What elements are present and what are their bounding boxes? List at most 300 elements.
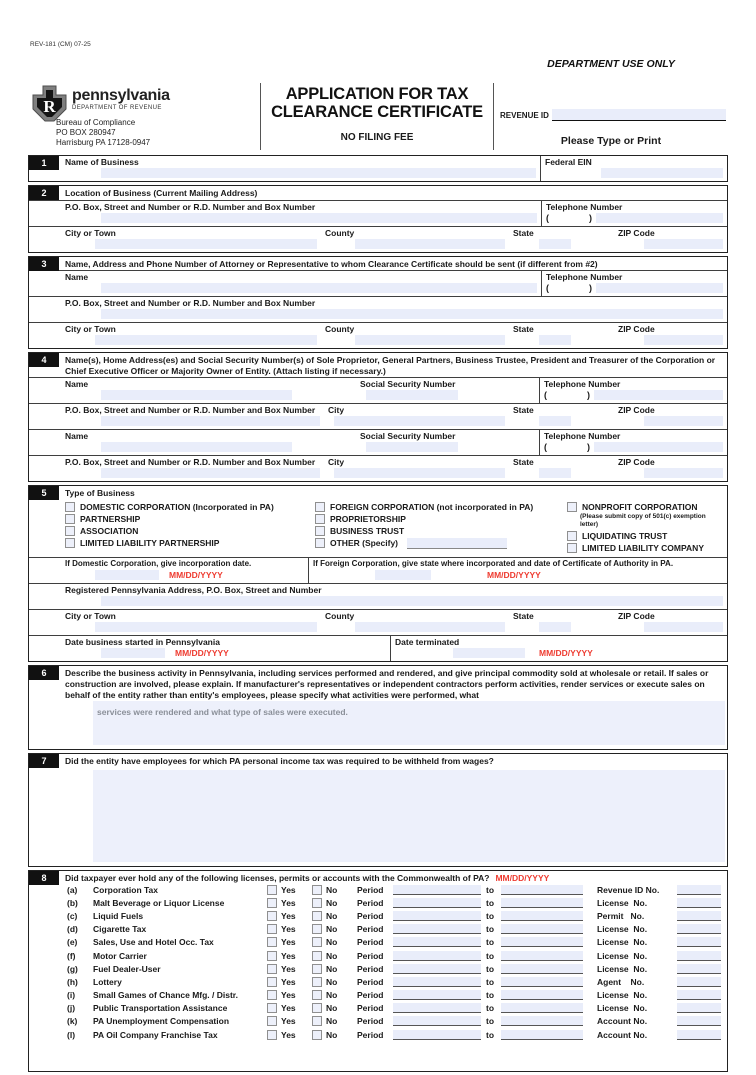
federal-ein-label: Federal EIN — [545, 157, 592, 167]
city-input[interactable] — [95, 622, 317, 632]
item-label: PA Unemployment Compensation — [93, 1016, 230, 1027]
period-from-input[interactable] — [393, 885, 481, 895]
period-from-input[interactable] — [393, 911, 481, 921]
no-label: No — [326, 937, 338, 948]
no-label: No — [326, 924, 338, 935]
ref-number-input[interactable] — [677, 898, 721, 908]
yes-checkbox[interactable] — [267, 885, 277, 895]
yes-label: Yes — [281, 950, 296, 961]
ssn-input[interactable] — [366, 442, 458, 452]
state-input[interactable] — [539, 335, 571, 345]
state-input[interactable] — [539, 239, 571, 249]
federal-ein-input[interactable] — [601, 168, 723, 178]
po-box-input[interactable] — [101, 309, 723, 319]
ssn-input[interactable] — [366, 390, 458, 400]
period-from-input[interactable] — [393, 951, 481, 961]
state-label: State — [513, 227, 534, 238]
ref-label: License No. — [597, 937, 648, 948]
po-box-input[interactable] — [101, 213, 537, 223]
period-to-input[interactable] — [501, 885, 583, 895]
no-checkbox[interactable] — [312, 898, 322, 908]
license-row-j — [67, 1002, 721, 1015]
period-label: Period — [357, 937, 384, 948]
no-checkbox[interactable] — [312, 1030, 322, 1040]
other-specify-input[interactable] — [407, 538, 507, 549]
checkbox-icon[interactable] — [315, 502, 325, 512]
section-8 — [28, 870, 728, 1072]
city-input[interactable] — [334, 468, 505, 478]
form-number: REV-181 (CM) 07-25 — [30, 41, 91, 48]
period-to-input[interactable] — [501, 964, 583, 974]
section-4 — [28, 352, 728, 482]
form-title-line1: APPLICATION FOR TAX — [285, 85, 469, 103]
ref-label: Agent No. — [597, 976, 645, 987]
yes-checkbox[interactable] — [267, 964, 277, 974]
address-line-3: Harrisburg PA 17128-0947 — [56, 138, 151, 147]
date-terminated-input[interactable] — [453, 648, 525, 658]
county-label: County — [325, 610, 355, 621]
to-label: to — [486, 1003, 495, 1014]
yes-checkbox[interactable] — [267, 990, 277, 1000]
option-limited-liability-company[interactable]: LIMITED LIABILITY COMPANY — [567, 543, 727, 553]
po-box-label: P.O. Box, Street and Number or R.D. Number and Box Number — [65, 298, 316, 308]
section-5 — [28, 485, 728, 662]
option-proprietorship[interactable]: PROPRIETORSHIP — [315, 514, 567, 524]
licenses-question: Did taxpayer ever hold any of the following licenses, permits or accounts with the Commonwealth of PA? — [65, 873, 490, 883]
county-label: County — [325, 227, 355, 238]
option-foreign-corporation[interactable]: FOREIGN CORPORATION (not incorporated in PA) — [315, 502, 567, 512]
ssn-label: Social Security Number — [360, 379, 456, 389]
checkbox-icon[interactable] — [315, 526, 325, 536]
ref-label: Account No. — [597, 1029, 648, 1040]
license-row-a — [67, 883, 721, 896]
option-limited-liability-partnership[interactable]: LIMITED LIABILITY PARTNERSHIP — [65, 538, 315, 548]
phone-label: Telephone Number — [544, 379, 621, 389]
period-label: Period — [357, 924, 384, 935]
form-title-line2: CLEARANCE CERTIFICATE — [271, 102, 483, 121]
phone-input[interactable] — [594, 390, 723, 400]
county-input[interactable] — [355, 239, 505, 249]
form-header — [28, 83, 728, 150]
business-activity-input[interactable] — [93, 701, 725, 745]
ref-number-input[interactable] — [677, 1016, 721, 1026]
state-input[interactable] — [539, 468, 571, 478]
form-body — [28, 155, 728, 1075]
no-label: No — [326, 910, 338, 921]
item-letter: (h) — [67, 976, 78, 987]
business-name-input[interactable] — [101, 168, 536, 178]
no-checkbox[interactable] — [312, 1016, 322, 1026]
owner-name-input[interactable] — [101, 442, 292, 452]
city-label: City — [328, 405, 345, 415]
item-letter: (k) — [67, 1016, 78, 1027]
item-label: Cigarette Tax — [93, 924, 147, 935]
option-domestic-corporation[interactable]: DOMESTIC CORPORATION (Incorporated in PA) — [65, 502, 315, 512]
date-started-input[interactable] — [101, 648, 165, 658]
section-7-badge: 7 — [29, 754, 59, 768]
section-1-badge: 1 — [29, 156, 59, 170]
po-box-label: P.O. Box, Street and Number or R.D. Number and Box Number — [65, 201, 316, 212]
license-row-i — [67, 989, 721, 1002]
section-2-badge: 2 — [29, 186, 59, 200]
period-label: Period — [357, 990, 384, 1001]
yes-label: Yes — [281, 1029, 296, 1040]
incorporation-date-input[interactable] — [95, 570, 159, 580]
yes-checkbox[interactable] — [267, 924, 277, 934]
license-row-l — [67, 1028, 721, 1041]
section-3-badge: 3 — [29, 257, 59, 271]
section-5-badge: 5 — [29, 486, 59, 500]
ref-label: License No. — [597, 990, 648, 1001]
employees-question: Did the entity have employees for which PA personal income tax was required to be withheld from wages? — [65, 755, 494, 766]
item-letter: (l) — [67, 1029, 76, 1040]
period-to-input[interactable] — [501, 937, 583, 947]
option-liquidating-trust[interactable]: LIQUIDATING TRUST — [567, 531, 727, 541]
section-7 — [28, 753, 728, 868]
period-label: Period — [357, 897, 384, 908]
item-letter: (b) — [67, 897, 78, 908]
no-checkbox[interactable] — [312, 937, 322, 947]
svg-text:R: R — [43, 97, 56, 116]
yes-label: Yes — [281, 924, 296, 935]
no-checkbox[interactable] — [312, 951, 322, 961]
license-row-b — [67, 896, 721, 909]
item-letter: (g) — [67, 963, 78, 974]
ref-number-input[interactable] — [677, 937, 721, 947]
option-association[interactable]: ASSOCIATION — [65, 526, 315, 536]
zip-input[interactable] — [644, 416, 723, 426]
city-label: City — [328, 457, 345, 467]
date-format-hint: MM/DD/YYYY — [175, 647, 229, 658]
yes-checkbox[interactable] — [267, 951, 277, 961]
period-from-input[interactable] — [393, 990, 481, 1000]
checkbox-icon[interactable] — [65, 526, 75, 536]
county-input[interactable] — [355, 335, 505, 345]
item-letter: (c) — [67, 910, 78, 921]
state-label: State — [513, 610, 534, 621]
county-input[interactable] — [355, 622, 505, 632]
to-label: to — [486, 924, 495, 935]
to-label: to — [486, 1016, 495, 1027]
period-to-input[interactable] — [501, 1016, 583, 1026]
option-partnership[interactable]: PARTNERSHIP — [65, 514, 315, 524]
no-label: No — [326, 990, 338, 1001]
instructions-continued: services were rendered and what type of sales were executed. — [97, 706, 348, 717]
ref-label: Permit No. — [597, 910, 645, 921]
no-checkbox[interactable] — [312, 990, 322, 1000]
to-label: to — [486, 884, 495, 895]
item-label: Small Games of Chance Mfg. / Distr. — [93, 990, 239, 1001]
ref-number-input[interactable] — [677, 885, 721, 895]
period-to-input[interactable] — [501, 977, 583, 987]
item-label: Corporation Tax — [93, 884, 159, 895]
zip-input[interactable] — [644, 239, 723, 249]
no-checkbox[interactable] — [312, 911, 322, 921]
section-8-blank-space — [29, 1041, 727, 1071]
phone-input[interactable] — [596, 283, 723, 293]
period-to-input[interactable] — [501, 1030, 583, 1040]
period-to-input[interactable] — [501, 1003, 583, 1013]
item-label: Liquid Fuels — [93, 910, 144, 921]
period-from-input[interactable] — [393, 964, 481, 974]
date-terminated-label: Date terminated — [395, 636, 460, 647]
department-use-only-label: DEPARTMENT USE ONLY — [547, 58, 675, 70]
no-filing-fee-label: NO FILING FEE — [340, 131, 414, 143]
to-label: to — [486, 976, 495, 987]
business-name-label: Name of Business — [65, 157, 139, 167]
checkbox-icon[interactable] — [567, 502, 577, 512]
section-2 — [28, 185, 728, 253]
city-input[interactable] — [95, 239, 317, 249]
department-block — [494, 83, 728, 150]
yes-checkbox[interactable] — [267, 898, 277, 908]
license-row-d — [67, 923, 721, 936]
license-row-h — [67, 975, 721, 988]
phone-label: Telephone Number — [546, 272, 623, 282]
period-from-input[interactable] — [393, 1030, 481, 1040]
license-row-g — [67, 962, 721, 975]
section-3 — [28, 256, 728, 350]
to-label: to — [486, 897, 495, 908]
item-letter: (j) — [67, 1003, 76, 1014]
checkbox-icon[interactable] — [567, 543, 577, 553]
po-box-label: P.O. Box, Street and Number or R.D. Number and Box Number — [65, 405, 316, 415]
item-label: Sales, Use and Hotel Occ. Tax — [93, 937, 214, 948]
city-input[interactable] — [95, 335, 317, 345]
ref-number-input[interactable] — [677, 1003, 721, 1013]
no-label: No — [326, 950, 338, 961]
owner-name-input[interactable] — [101, 390, 292, 400]
yes-label: Yes — [281, 963, 296, 974]
no-checkbox[interactable] — [312, 885, 322, 895]
period-from-input[interactable] — [393, 898, 481, 908]
revenue-id-input[interactable] — [552, 109, 726, 121]
checkbox-icon[interactable] — [315, 538, 325, 548]
no-checkbox[interactable] — [312, 964, 322, 974]
state-input[interactable] — [539, 416, 571, 426]
phone-area-parens: ( ) — [544, 442, 591, 452]
checkbox-icon[interactable] — [315, 514, 325, 524]
ref-number-input[interactable] — [677, 911, 721, 921]
no-label: No — [326, 897, 338, 908]
ref-label: License No. — [597, 1003, 648, 1014]
no-label: No — [326, 1016, 338, 1027]
zip-input[interactable] — [644, 622, 723, 632]
no-label: No — [326, 884, 338, 895]
foreign-incorporation-note: If Foreign Corporation, give state where incorporated and date of Certificate of Authority in PA. — [313, 558, 674, 568]
agency-name: pennsylvania — [72, 87, 170, 104]
po-box-label: P.O. Box, Street and Number or R.D. Number and Box Number — [65, 457, 316, 467]
revenue-id-label: REVENUE ID — [500, 111, 549, 120]
city-label: City or Town — [65, 610, 116, 621]
address-line-1: Bureau of Compliance — [56, 118, 136, 127]
date-format-hint: MM/DD/YYYY — [539, 647, 593, 658]
section-4-badge: 4 — [29, 353, 59, 367]
checkbox-icon[interactable] — [65, 538, 75, 548]
title-block — [261, 83, 493, 150]
no-label: No — [326, 1029, 338, 1040]
period-from-input[interactable] — [393, 924, 481, 934]
item-letter: (e) — [67, 937, 78, 948]
section-2-title: Location of Business (Current Mailing Address) — [65, 188, 258, 198]
registered-address-input[interactable] — [101, 596, 723, 606]
date-format-hint: MM/DD/YYYY — [495, 873, 550, 883]
yes-label: Yes — [281, 976, 296, 987]
yes-label: Yes — [281, 937, 296, 948]
to-label: to — [486, 1029, 495, 1040]
no-checkbox[interactable] — [312, 924, 322, 934]
to-label: to — [486, 950, 495, 961]
no-checkbox[interactable] — [312, 977, 322, 987]
option-business-trust[interactable]: BUSINESS TRUST — [315, 526, 567, 536]
foreign-state-input[interactable] — [375, 570, 431, 580]
item-letter: (f) — [67, 950, 76, 961]
section-6 — [28, 665, 728, 750]
item-label: Public Transportation Assistance — [93, 1003, 228, 1014]
period-to-input[interactable] — [501, 924, 583, 934]
period-label: Period — [357, 910, 384, 921]
phone-label: Telephone Number — [546, 201, 623, 212]
yes-checkbox[interactable] — [267, 977, 277, 987]
zip-label: ZIP Code — [618, 457, 655, 467]
phone-input[interactable] — [596, 213, 723, 223]
zip-input[interactable] — [644, 335, 723, 345]
section-6-badge: 6 — [29, 666, 59, 680]
license-row-c — [67, 909, 721, 922]
option-nonprofit-corporation[interactable]: NONPROFIT CORPORATION — [567, 502, 727, 512]
section-1 — [28, 155, 728, 182]
attorney-name-input[interactable] — [101, 283, 537, 293]
yes-label: Yes — [281, 910, 296, 921]
business-activity-instructions: Describe the business activity in Pennsylvania, including services performed and rendered, and give principal commodity sold at wholesale or retail. If sales or construction are involved, please explain. If manufacturer's representatives or independent contractors perform activities, render services or execute sales on behalf of the entity rather than entity's employees, please specify what activities were performed, what — [65, 667, 709, 700]
license-row-e — [67, 936, 721, 949]
yes-checkbox[interactable] — [267, 1003, 277, 1013]
business-type-options — [65, 500, 727, 557]
phone-input[interactable] — [594, 442, 723, 452]
checkbox-icon[interactable] — [567, 531, 577, 541]
period-label: Period — [357, 1016, 384, 1027]
yes-checkbox[interactable] — [267, 1030, 277, 1040]
ref-number-input[interactable] — [677, 924, 721, 934]
owner-name-label: Name — [65, 431, 89, 441]
date-format-hint: MM/DD/YYYY — [169, 569, 223, 580]
zip-label: ZIP Code — [618, 610, 655, 621]
ref-label: License No. — [597, 897, 648, 908]
zip-label: ZIP Code — [618, 227, 655, 238]
item-label: Fuel Dealer-User — [93, 963, 161, 974]
ref-number-input[interactable] — [677, 964, 721, 974]
no-checkbox[interactable] — [312, 1003, 322, 1013]
agency-name-block — [72, 88, 170, 111]
state-input[interactable] — [539, 622, 571, 632]
address-line-2: PO BOX 280947 — [56, 128, 116, 137]
period-label: Period — [357, 963, 384, 974]
employees-answer-input[interactable] — [93, 770, 725, 862]
no-label: No — [326, 976, 338, 987]
period-to-input[interactable] — [501, 911, 583, 921]
period-label: Period — [357, 1029, 384, 1040]
ssn-label: Social Security Number — [360, 431, 456, 441]
to-label: to — [486, 990, 495, 1001]
yes-checkbox[interactable] — [267, 937, 277, 947]
yes-checkbox[interactable] — [267, 911, 277, 921]
ref-number-input[interactable] — [677, 951, 721, 961]
yes-checkbox[interactable] — [267, 1016, 277, 1026]
nonprofit-note: (Please submit copy of 501(c) exemption letter) — [580, 512, 706, 528]
city-input[interactable] — [334, 416, 505, 426]
yes-label: Yes — [281, 897, 296, 908]
item-letter: (a) — [67, 884, 78, 895]
date-started-label: Date business started in Pennsylvania — [65, 636, 220, 647]
no-label: No — [326, 1003, 338, 1014]
period-to-input[interactable] — [501, 990, 583, 1000]
period-to-input[interactable] — [501, 951, 583, 961]
to-label: to — [486, 963, 495, 974]
yes-label: Yes — [281, 1003, 296, 1014]
to-label: to — [486, 937, 495, 948]
attorney-name-label: Name — [65, 272, 89, 282]
ref-number-input[interactable] — [677, 990, 721, 1000]
owner-name-label: Name — [65, 379, 89, 389]
period-from-input[interactable] — [393, 977, 481, 987]
po-box-input[interactable] — [101, 468, 320, 478]
phone-label: Telephone Number — [544, 431, 621, 441]
city-label: City or Town — [65, 227, 116, 238]
form-title — [271, 86, 483, 122]
zip-label: ZIP Code — [618, 405, 655, 415]
license-row-f — [67, 949, 721, 962]
period-label: Period — [357, 884, 384, 895]
ref-label: License No. — [597, 924, 648, 935]
state-label: State — [513, 457, 534, 467]
item-letter: (i) — [67, 990, 76, 1001]
date-format-hint: MM/DD/YYYY — [487, 569, 541, 580]
license-row-k — [67, 1015, 721, 1028]
section-3-title: Name, Address and Phone Number of Attorney or Representative to whom Clearance Certificate should be sent (if different from #2) — [65, 258, 598, 269]
zip-input[interactable] — [644, 468, 723, 478]
agency-address — [56, 118, 150, 148]
state-label: State — [513, 405, 534, 415]
section-8-badge: 8 — [29, 871, 59, 885]
period-from-input[interactable] — [393, 1003, 481, 1013]
period-to-input[interactable] — [501, 898, 583, 908]
checkbox-icon[interactable] — [65, 502, 75, 512]
ref-number-input[interactable] — [677, 977, 721, 987]
agency-block — [28, 83, 260, 150]
zip-label: ZIP Code — [618, 324, 655, 334]
checkbox-icon[interactable] — [65, 514, 75, 524]
yes-label: Yes — [281, 990, 296, 1001]
county-label: County — [325, 324, 355, 334]
to-label: to — [486, 910, 495, 921]
period-from-input[interactable] — [393, 937, 481, 947]
period-label: Period — [357, 950, 384, 961]
agency-subtitle: DEPARTMENT OF REVENUE — [72, 105, 162, 111]
item-letter: (d) — [67, 924, 78, 935]
ref-number-input[interactable] — [677, 1030, 721, 1040]
period-from-input[interactable] — [393, 1016, 481, 1026]
state-label: State — [513, 324, 534, 334]
yes-label: Yes — [281, 884, 296, 895]
section-4-title: Name(s), Home Address(es) and Social Security Number(s) of Sole Proprietor, General Partners, Business Trustee, President and Treasurer of the Corporation or Chief Executive Officer or Majority Owner of Entity. (Attach listing if necessary.) — [65, 355, 716, 376]
item-label: Malt Beverage or Liquor License — [93, 897, 225, 908]
option-other[interactable]: OTHER (Specify) — [315, 538, 567, 549]
ref-label: License No. — [597, 950, 648, 961]
ref-label: Revenue ID No. — [597, 884, 660, 895]
po-box-input[interactable] — [101, 416, 320, 426]
period-label: Period — [357, 976, 384, 987]
no-label: No — [326, 963, 338, 974]
